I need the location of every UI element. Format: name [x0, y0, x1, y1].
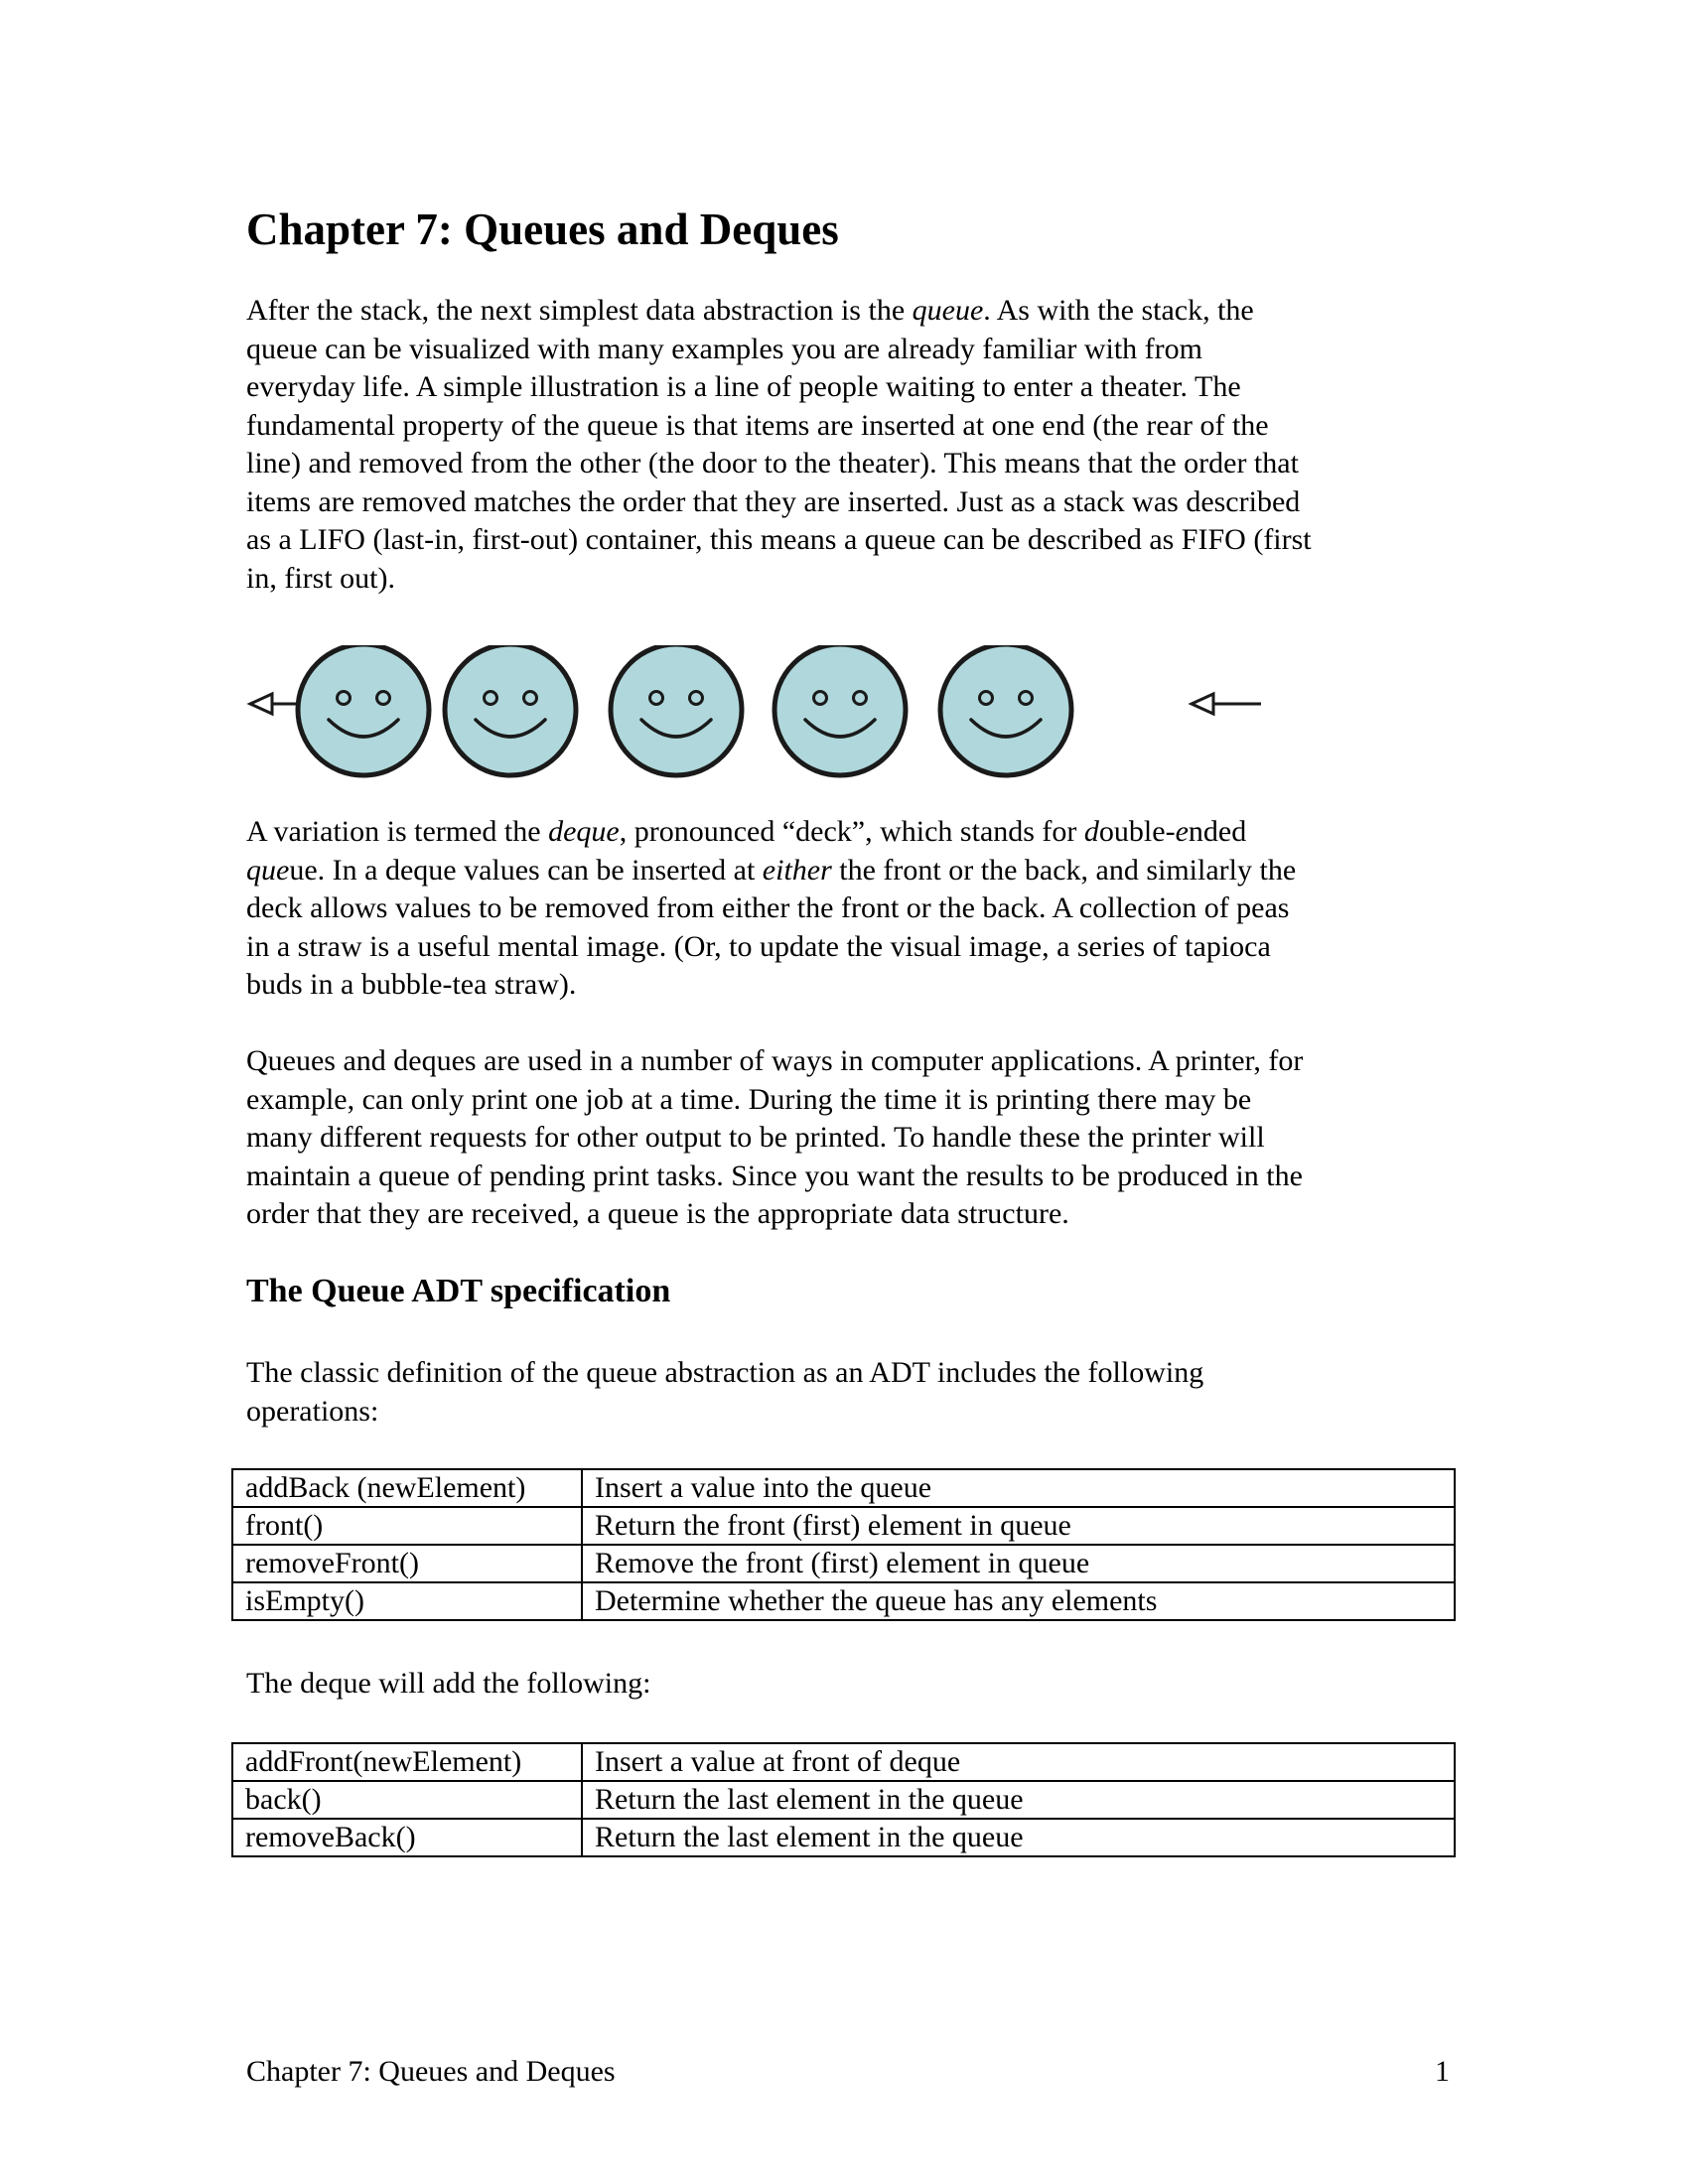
deque-paragraph [246, 813, 1458, 1005]
intro-line-3: everyday life. A simple illustration is a line of people waiting to enter a theater. The [246, 370, 1241, 403]
intro-line-6: items are removed matches the order that they are inserted. Just as a stack was described [246, 484, 1301, 518]
smiley-face-icon [611, 645, 742, 775]
smiley-face-icon [445, 645, 576, 775]
deque-line-2: queue. In a deque values can be inserted at either the front or the back, and similarly the [246, 853, 1297, 887]
table-row [232, 1582, 1455, 1620]
operation-name: removeBack() [232, 1819, 582, 1856]
apps-line-2: example, can only print one job at a time. During the time it is printing there may be [246, 1082, 1252, 1116]
deque-line-3: deck allows values to be removed from either the front or the back. A collection of peas [246, 891, 1290, 924]
intro-line-4: fundamental property of the queue is that items are inserted at one end (the rear of the [246, 408, 1269, 442]
operation-name: addFront(newElement) [232, 1743, 582, 1781]
intro-line-7: as a LIFO (last-in, first-out) container, this means a queue can be described as FIFO (first [246, 523, 1312, 556]
deque-line-1: A variation is termed the deque, pronounced “deck”, which stands for double-ended [246, 815, 1247, 848]
queue-term: queue [912, 294, 984, 327]
operation-name: removeFront() [232, 1545, 582, 1582]
operation-description: Remove the front (first) element in queue [582, 1545, 1455, 1582]
smiley-face-icon [940, 645, 1071, 775]
deque-operations-table [231, 1742, 1456, 1857]
intro-line-1: After the stack, the next simplest data abstraction is the queue. As with the stack, the [246, 294, 1254, 327]
intro-line-8: in, first out). [246, 561, 395, 595]
classic-line-1: The classic definition of the queue abstraction as an ADT includes the following [246, 1356, 1204, 1389]
smiley-face-icon [774, 645, 906, 775]
operation-name: addBack (newElement) [232, 1469, 582, 1507]
deque-line-5: buds in a bubble-tea straw). [246, 968, 577, 1001]
table-row [232, 1743, 1455, 1781]
operation-description: Determine whether the queue has any elements [582, 1582, 1455, 1620]
table-row [232, 1819, 1455, 1856]
operation-name: back() [232, 1781, 582, 1819]
intro-line-2: queue can be visualized with many examples you are already familiar with from [246, 332, 1202, 365]
deque-line-4: in a straw is a useful mental image. (Or, to update the visual image, a series of tapioca [246, 929, 1271, 963]
table-row [232, 1469, 1455, 1507]
queue-operations-table [231, 1468, 1456, 1621]
apps-line-4: maintain a queue of pending print tasks. Since you want the results to be produced in the [246, 1159, 1303, 1192]
table-row [232, 1781, 1455, 1819]
queue-illustration-svg [238, 645, 1291, 784]
footer-chapter-title: Chapter 7: Queues and Deques [246, 2055, 616, 2088]
operation-description: Return the last element in the queue [582, 1781, 1455, 1819]
table-row [232, 1507, 1455, 1545]
apps-line-3: many different requests for other output to be printed. To handle these the printer will [246, 1121, 1265, 1154]
deque-additions-intro: The deque will add the following: [246, 1667, 651, 1700]
intro-line-5: line) and removed from the other (the door to the theater). This means that the order that [246, 447, 1299, 479]
operation-description: Insert a value into the queue [582, 1469, 1455, 1507]
page-title: Chapter 7: Queues and Deques [246, 205, 839, 254]
intro-paragraph [246, 292, 1458, 598]
people-in-line [298, 645, 1071, 775]
operation-name: isEmpty() [232, 1582, 582, 1620]
operation-name: front() [232, 1507, 582, 1545]
apps-line-1: Queues and deques are used in a number of ways in computer applications. A printer, for [246, 1044, 1304, 1077]
deque-term: deque [548, 815, 620, 848]
smiley-face-icon [298, 645, 429, 775]
classic-definition-paragraph [246, 1354, 1458, 1431]
operation-description: Return the front (first) element in queue [582, 1507, 1455, 1545]
footer-page-number: 1 [1435, 2055, 1450, 2088]
applications-paragraph [246, 1042, 1458, 1234]
entry-arrow-icon [1192, 694, 1261, 714]
queue-illustration [238, 645, 1291, 784]
operation-description: Return the last element in the queue [582, 1819, 1455, 1856]
table-row [232, 1545, 1455, 1582]
operation-description: Insert a value at front of deque [582, 1743, 1455, 1781]
section-heading: The Queue ADT specification [246, 1273, 671, 1309]
apps-line-5: order that they are received, a queue is the appropriate data structure. [246, 1197, 1069, 1230]
classic-line-2: operations: [246, 1394, 379, 1428]
